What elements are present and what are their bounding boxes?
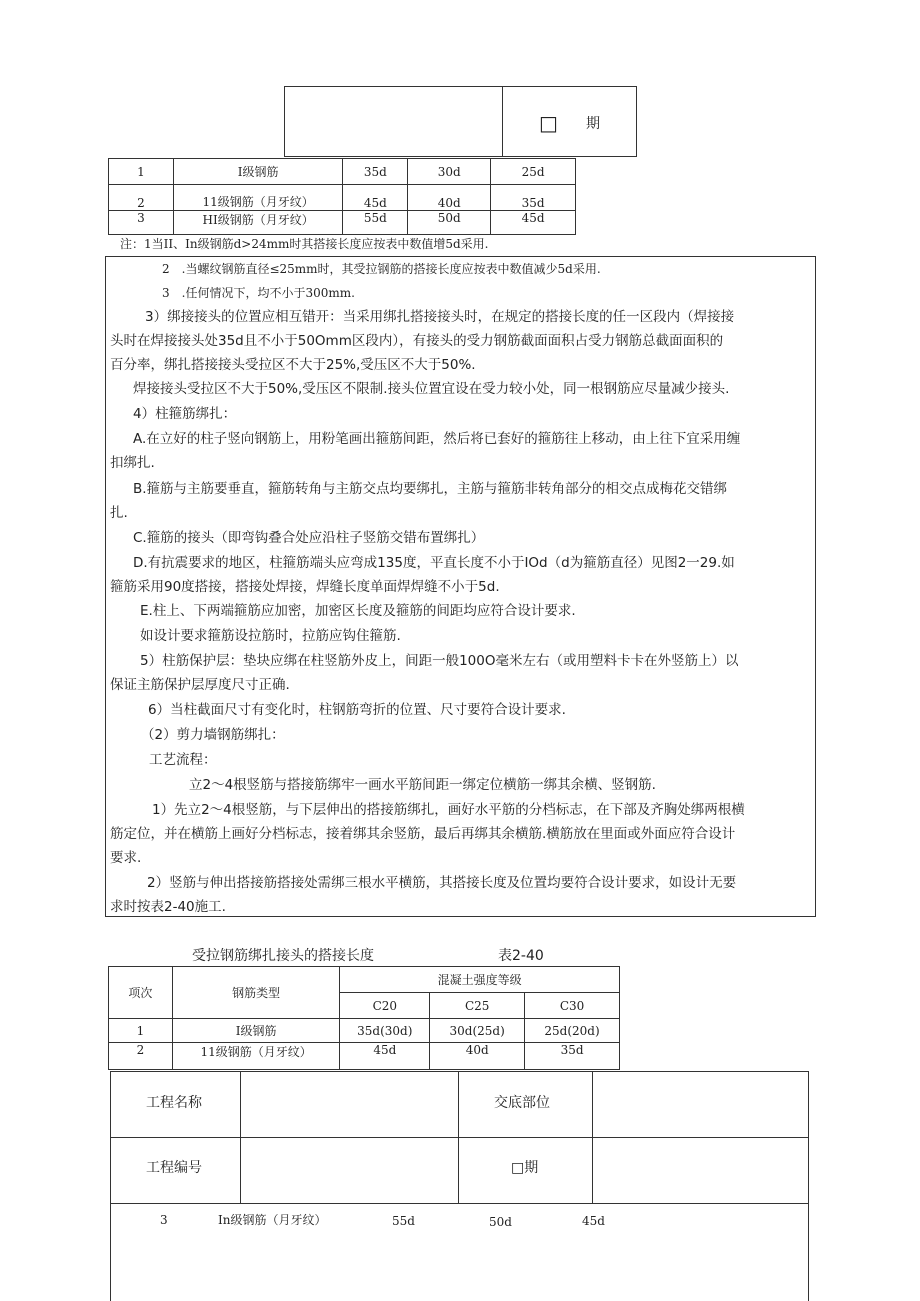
para-D-line-2: 箍筋采用90度搭接，搭接处焊接，焊缝长度单面焊焊缝不小于5d. bbox=[110, 579, 500, 595]
last-row-c2: 50d bbox=[489, 1215, 512, 1229]
date-label: 期 bbox=[586, 116, 600, 132]
para-q2-line-1: 2）竖筋与伸出搭接筋搭接处需绑三根水平横筋，其搭接长度及位置均要符合设计要求，如设计无要 bbox=[147, 875, 737, 891]
table-row: 1 I级钢筋 35d 30d 25d bbox=[109, 159, 576, 185]
para-B-line-2: 扎. bbox=[110, 505, 128, 521]
lap-length-table bbox=[108, 966, 620, 1070]
grade-c30: C30 bbox=[525, 993, 620, 1019]
para-tie: 如设计要求箍筋设拉筋时，拉筋应钩住箍筋. bbox=[140, 628, 401, 644]
last-row-type: In级钢筋（月牙纹） bbox=[218, 1213, 327, 1227]
last-row-no: 3 bbox=[160, 1213, 168, 1227]
para-3-line-1: 3）绑接接头的位置应相互错开：当采用绑扎搭接接头时，在规定的搭接长度的任一区段内（焊接接 bbox=[145, 309, 735, 325]
note-1: 注：1当II、In级钢筋d>24mm时其搭接长度应按表中数值增5d采用. bbox=[120, 237, 489, 251]
para-q1-line-2: 筋定位，并在横筋上画好分档标志，接着绑其余竖筋，最后再绑其余横筋.横筋放在里面或外面应符合设计 bbox=[110, 826, 736, 842]
grade-c20: C20 bbox=[340, 993, 430, 1019]
table-row: 3 HI级钢筋（月牙纹） 55d 50d 45d bbox=[109, 211, 576, 235]
col-header-type: 钢筋类型 bbox=[172, 967, 340, 1019]
para-process-heading: 工艺流程： bbox=[149, 752, 217, 768]
vline-3 bbox=[592, 1071, 593, 1203]
table-2-number: 表2-40 bbox=[498, 948, 544, 964]
para-q1-line-1: 1）先立2～4根竖筋，与下层伸出的搭接筋绑扎，画好水平筋的分档标志，在下部及齐胸处绑两根横 bbox=[152, 802, 745, 818]
table-row: 2 11级钢筋（月牙纹） 45d 40d 35d bbox=[109, 185, 576, 211]
hline-1 bbox=[110, 1137, 809, 1138]
para-6: 6）当柱截面尺寸有变化时，柱钢筋弯折的位置、尺寸要符合设计要求. bbox=[148, 702, 566, 718]
para-3-line-2: 头时在焊接接头处35d且不小于50Omm区段内），有接头的受力钢筋截面面积占受力钢筋总截面面积的 bbox=[110, 333, 724, 349]
last-row-c1: 55d bbox=[392, 1214, 415, 1228]
note-3: 3 .任何情况下，均不小于300mm. bbox=[162, 286, 355, 300]
para-process-flow: 立2～4根竖筋与搭接筋绑牢一画水平筋间距一绑定位横筋一绑其余横、竖钢筋. bbox=[189, 777, 656, 793]
date-field-label: □期 bbox=[511, 1160, 539, 1176]
handover-part-label: 交底部位 bbox=[494, 1095, 550, 1111]
para-A-line-2: 扣绑扎. bbox=[110, 455, 155, 471]
para-q2-line-2: 求时按表2-40施工. bbox=[110, 899, 226, 915]
para-A-line-1: A.在立好的柱子竖向钢筋上，用粉笔画出箍筋间距，然后将已套好的箍筋往上移动，由上往下宜采用缠 bbox=[133, 431, 741, 447]
para-q1-line-3: 要求. bbox=[110, 850, 142, 866]
checkbox-icon: □ bbox=[539, 111, 558, 135]
para-C: C.箍筋的接头（即弯钩叠合处应沿柱子竖筋交错布置绑扎） bbox=[133, 530, 485, 546]
vline-2 bbox=[458, 1071, 459, 1203]
note-2: 2 .当螺纹钢筋直径≤25mm时，其受拉钢筋的搭接长度应按表中数值减少5d采用. bbox=[162, 262, 601, 276]
para-D-line-1: D.有抗震要求的地区，柱箍筋端头应弯成135度，平直长度不小于IOd（d为箍筋直径）见图2一29.如 bbox=[133, 555, 735, 571]
table-2-caption: 受拉钢筋绑扎接头的搭接长度 bbox=[192, 948, 374, 964]
col-header-grade: 混凝土强度等级 bbox=[340, 967, 620, 993]
para-3-line-3: 百分率，绑扎搭接接头受拉区不大于25%,受压区不大于50%. bbox=[110, 357, 476, 373]
lap-length-table-top bbox=[108, 158, 576, 235]
last-row-c3: 45d bbox=[582, 1214, 605, 1228]
top-header-box bbox=[284, 86, 637, 157]
hline-2 bbox=[110, 1203, 809, 1204]
table-row: 2 11级钢筋（月牙纹） 45d 40d 35d bbox=[109, 1043, 620, 1070]
para-5-line-2: 保证主筋保护层厚度尺寸正确. bbox=[110, 677, 290, 693]
para-5-line-1: 5）柱筋保护层：垫块应绑在柱竖筋外皮上，间距一般100O毫米左右（或用塑料卡卡在外竖筋上）以 bbox=[140, 653, 739, 669]
para-weld: 焊接接头受拉区不大于50%,受压区不限制.接头位置宜设在受力较小处，同一根钢筋应尽量减少接头. bbox=[133, 381, 730, 397]
para-4-heading: 4）柱箍筋绑扎： bbox=[133, 406, 237, 422]
table-row: 1 I级钢筋 35d(30d) 30d(25d) 25d(20d) bbox=[109, 1019, 620, 1043]
para-B-line-1: B.箍筋与主筋要垂直，箍筋转角与主筋交点均要绑扎，主筋与箍筋非转角部分的相交点成梅花交错绑 bbox=[133, 481, 728, 497]
grade-c25: C25 bbox=[430, 993, 525, 1019]
para-shear-wall-heading: （2）剪力墙钢筋绑扎： bbox=[141, 727, 285, 743]
project-info-box bbox=[110, 1071, 809, 1301]
top-header-divider bbox=[502, 86, 503, 157]
col-header-no: 项次 bbox=[109, 967, 173, 1019]
vline-1 bbox=[240, 1071, 241, 1203]
project-name-label: 工程名称 bbox=[146, 1095, 202, 1111]
para-E: E.柱上、下两端箍筋应加密，加密区长度及箍筋的间距均应符合设计要求. bbox=[140, 603, 576, 619]
project-no-label: 工程编号 bbox=[146, 1160, 202, 1176]
